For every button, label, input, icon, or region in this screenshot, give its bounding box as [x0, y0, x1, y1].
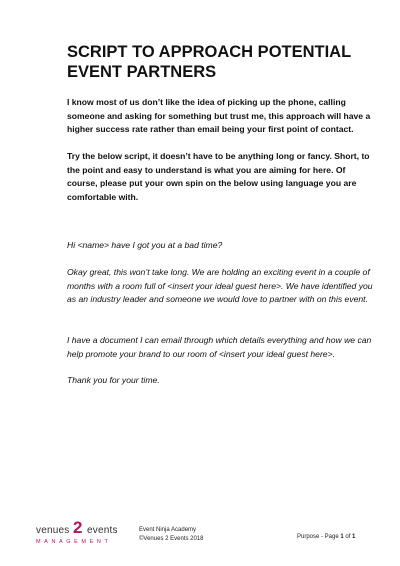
footer-credits — [139, 526, 203, 543]
logo-subtitle: MANAGEMENT — [36, 539, 112, 545]
footer-copyright: ©Venues 2 Events 2018 — [139, 535, 204, 542]
logo-word-venues: venues — [36, 525, 70, 536]
script-paragraph-3: I have a document I can email through which details everything and how we can help promote your brand to our room of <insert your ideal guest here>. — [67, 335, 372, 359]
page-number — [297, 533, 355, 541]
footer-academy-name: Event Ninja Academy — [139, 527, 197, 533]
page-of: of — [343, 534, 353, 540]
script-paragraph-2: Okay great, this won’t take long. We are holding an exciting event in a couple of months with a room full of <insert your ideal guest here>. We have identified you as an industry leader and someone we would love to partner with on this event. — [67, 267, 373, 304]
script-paragraph-1: Hi <name> have I got you at a bad time? — [67, 240, 223, 250]
intro-paragraph-1: I know most of us don’t like the idea of picking up the phone, calling someone and asking for something but trust me, this approach will have a higher success rate rather than email being your first point of contact. — [67, 97, 371, 134]
intro-paragraph-2: Try the below script, it doesn’t have to be anything long or fancy. Short, to the point and easy to understand is what you are aiming for here. Of course, please put your own spin on the below using language you are comfortable with. — [67, 151, 370, 202]
page-total: 1 — [352, 534, 356, 540]
page-footer — [0, 518, 400, 552]
company-logo — [36, 518, 136, 547]
logo-number: 2 — [73, 518, 83, 537]
script-paragraph-4: Thank you for your time. — [67, 375, 160, 385]
logo-word-events: events — [87, 525, 118, 536]
document-title: SCRIPT TO APPROACH POTENTIAL EVENT PARTNERS — [67, 43, 351, 81]
page-current: 1 — [340, 534, 344, 540]
page-label: Purpose - Page — [297, 534, 341, 540]
